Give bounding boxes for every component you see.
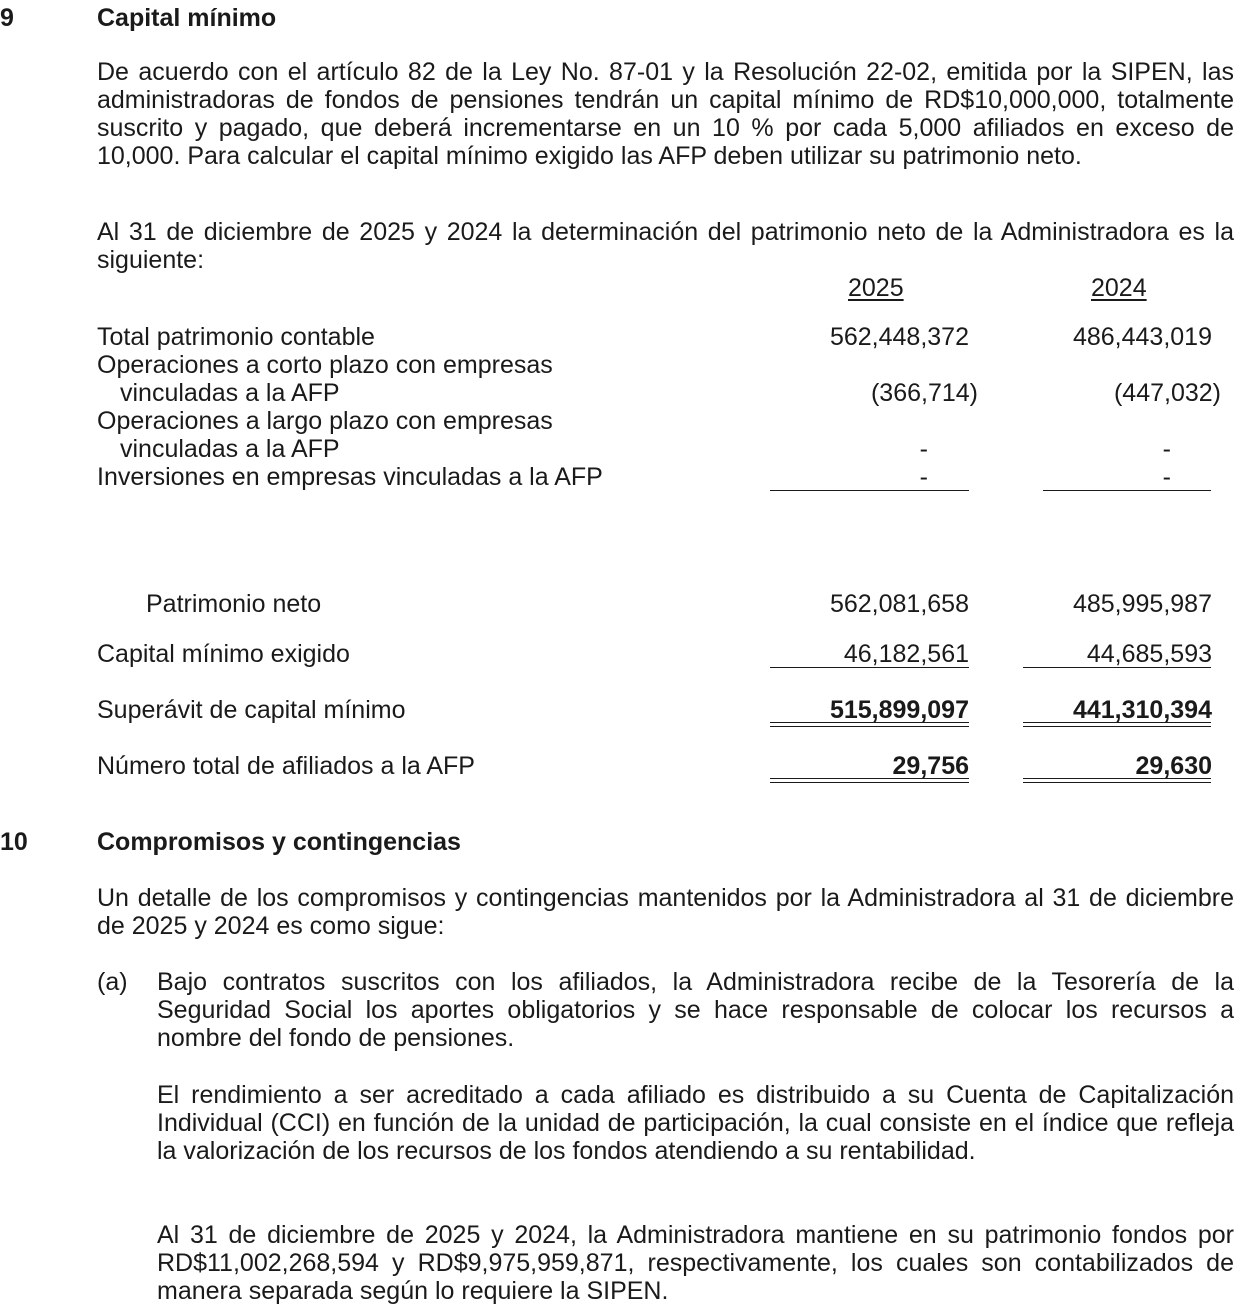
subtotal-rule-2025 — [770, 490, 969, 491]
row-corto-plazo-label-1: Operaciones a corto plazo con empresas — [97, 351, 553, 379]
row-corto-plazo-2024: (447,032) — [1113, 379, 1221, 407]
row-inversiones-2025: - — [919, 463, 928, 491]
row-patrimonio-neto-2025: 562,081,658 — [829, 590, 969, 618]
row-inversiones-2024: - — [1162, 463, 1171, 491]
row-corto-plazo-label-2: vinculadas a la AFP — [120, 379, 340, 407]
row-corto-plazo-2025: (366,714) — [870, 379, 978, 407]
column-header-2025: 2025 — [848, 274, 904, 302]
row-capital-minimo-2025: 46,182,561 — [843, 640, 969, 668]
row-afiliados-label: Número total de afiliados a la AFP — [97, 752, 475, 780]
row-capital-minimo-2024: 44,685,593 — [1086, 640, 1212, 668]
section-10-paragraph-1: Un detalle de los compromisos y contingencias mantenidos por la Administradora al 31 de diciembre de 2025 y 2024 es como sigue: — [97, 884, 1234, 940]
row-largo-plazo-2024: - — [1162, 435, 1171, 463]
row-total-patrimonio-label: Total patrimonio contable — [97, 323, 375, 351]
row-total-patrimonio-2024: 486,443,019 — [1072, 323, 1212, 351]
row-largo-plazo-2025: - — [919, 435, 928, 463]
section-10-title: Compromisos y contingencias — [97, 828, 461, 856]
row-largo-plazo-label-1: Operaciones a largo plazo con empresas — [97, 407, 553, 435]
afiliados-double-rule-2024 — [1023, 778, 1211, 783]
column-header-2024: 2024 — [1091, 274, 1147, 302]
item-a-paragraph-2: El rendimiento a ser acreditado a cada afiliado es distribuido a su Cuenta de Capitalización Individual (CCI) en función de la unidad de participación, la cual consiste en el índice que refleja la valorización de los recursos de los fondos atendiendo a su rentabilidad. — [157, 1081, 1234, 1165]
row-patrimonio-neto-2024: 485,995,987 — [1072, 590, 1212, 618]
section-10-number: 10 — [0, 828, 28, 856]
superavit-double-rule-2024 — [1023, 722, 1211, 727]
row-largo-plazo-label-2: vinculadas a la AFP — [120, 435, 340, 463]
item-a-paragraph-1: Bajo contratos suscritos con los afiliados, la Administradora recibe de la Tesorería de la Seguridad Social los aportes obligatorios y se hace responsable de colocar los recursos a nombre del fondo de pensiones. — [157, 968, 1234, 1052]
row-superavit-2025: 515,899,097 — [829, 696, 969, 724]
row-inversiones-label: Inversiones en empresas vinculadas a la AFP — [97, 463, 603, 491]
capital-rule-2025 — [770, 667, 969, 668]
item-a-marker: (a) — [97, 968, 128, 996]
section-9-paragraph-2: Al 31 de diciembre de 2025 y 2024 la determinación del patrimonio neto de la Administradora es la siguiente: — [97, 218, 1234, 274]
row-total-patrimonio-2025: 562,448,372 — [829, 323, 969, 351]
afiliados-double-rule-2025 — [770, 778, 969, 783]
row-capital-minimo-label: Capital mínimo exigido — [97, 640, 350, 668]
capital-rule-2024 — [1023, 667, 1211, 668]
row-afiliados-2024: 29,630 — [1135, 752, 1212, 780]
subtotal-rule-2024 — [1043, 490, 1211, 491]
item-a-paragraph-3: Al 31 de diciembre de 2025 y 2024, la Administradora mantiene en su patrimonio fondos por RD$11,002,268,594 y RD$9,975,959,871, respectivamente, los cuales son contabilizados de manera separada según lo requiere la SIPEN. — [157, 1221, 1234, 1305]
row-superavit-label: Superávit de capital mínimo — [97, 696, 406, 724]
section-9-paragraph-1: De acuerdo con el artículo 82 de la Ley No. 87-01 y la Resolución 22-02, emitida por la SIPEN, las administradoras de fondos de pensiones tendrán un capital mínimo de RD$10,000,000, totalmente suscrito y pagado, que deberá incrementarse en un 10 % por cada 5,000 afiliados en exceso de 10,000. Para calcular el capital mínimo exigido las AFP deben utilizar su patrimonio neto. — [97, 58, 1234, 170]
superavit-double-rule-2025 — [770, 722, 969, 727]
row-afiliados-2025: 29,756 — [892, 752, 969, 780]
row-patrimonio-neto-label: Patrimonio neto — [146, 590, 322, 618]
row-superavit-2024: 441,310,394 — [1072, 696, 1212, 724]
section-9-title: Capital mínimo — [97, 4, 277, 32]
section-9-number: 9 — [0, 4, 14, 32]
